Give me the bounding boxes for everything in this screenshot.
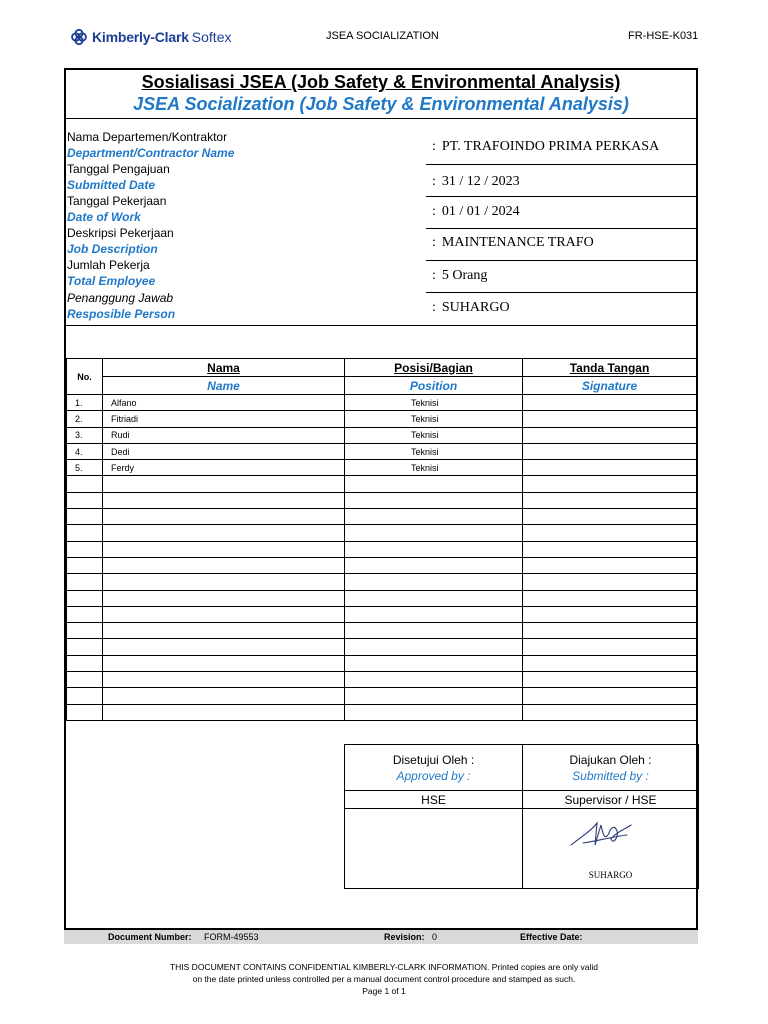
signature-cell[interactable] (523, 704, 697, 720)
empty-cell (67, 557, 103, 573)
row-number: 2. (67, 411, 103, 427)
info-value: : 5 Orang (432, 268, 488, 283)
empty-cell (103, 623, 345, 639)
empty-cell (345, 541, 523, 557)
revision-label: Revision: (384, 932, 425, 942)
divider (66, 325, 696, 326)
docnum-value: FORM-49553 (204, 932, 259, 942)
submitted-by-header: Diajukan Oleh : Submitted by : (523, 745, 699, 791)
empty-cell (345, 655, 523, 671)
submitted-role: Supervisor / HSE (523, 791, 699, 809)
empty-cell (345, 688, 523, 704)
row-number: 4. (67, 443, 103, 459)
info-value: : MAINTENANCE TRAFO (432, 235, 594, 250)
worker-position: Teknisi (345, 427, 523, 443)
empty-cell (345, 476, 523, 492)
form-title-id: Sosialisasi JSEA (Job Safety & Environmental Analysis) (141, 72, 621, 92)
info-label-id: Tanggal Pengajuan (67, 162, 170, 176)
approved-by-header: Disetujui Oleh : Approved by : (345, 745, 523, 791)
docnum-label: Document Number: (108, 932, 192, 942)
info-row-job-description (66, 226, 696, 258)
col-position-header: Posisi/Bagian (345, 359, 523, 377)
table-header-row-en (67, 377, 697, 395)
signature-cell[interactable] (523, 639, 697, 655)
empty-table-row (67, 574, 697, 590)
info-label-en: Total Employee (67, 274, 156, 288)
empty-cell (345, 606, 523, 622)
info-label-id: Nama Departemen/Kontraktor (67, 130, 228, 144)
info-label-id: Jumlah Pekerja (67, 258, 150, 272)
empty-cell (67, 476, 103, 492)
signature-cell[interactable] (523, 443, 697, 459)
empty-cell (103, 590, 345, 606)
kimberly-clark-emblem-icon (70, 28, 88, 46)
handwritten-signature (567, 815, 637, 855)
empty-cell (67, 704, 103, 720)
col-signature-header-en: Signature (523, 377, 697, 395)
empty-table-row (67, 704, 697, 720)
worker-name: Ferdy (103, 460, 345, 476)
empty-cell (67, 688, 103, 704)
empty-cell (103, 525, 345, 541)
empty-cell (67, 541, 103, 557)
empty-cell (345, 509, 523, 525)
info-label-id: Tanggal Pekerjaan (67, 194, 167, 208)
signature-cell[interactable] (523, 525, 697, 541)
empty-cell (103, 557, 345, 573)
empty-cell (103, 655, 345, 671)
signature-cell[interactable] (523, 688, 697, 704)
signature-cell[interactable] (523, 509, 697, 525)
revision-value: 0 (432, 932, 438, 942)
logo-brand-text: Kimberly-Clark (92, 29, 189, 45)
table-row (67, 427, 697, 443)
doc-header-code: FR-HSE-K031 (628, 30, 699, 42)
worker-position: Teknisi (345, 460, 523, 476)
empty-cell (67, 672, 103, 688)
info-row-department (66, 130, 696, 162)
personnel-table (66, 358, 697, 721)
empty-cell (67, 655, 103, 671)
form-frame (64, 68, 698, 930)
empty-cell (345, 492, 523, 508)
empty-cell (103, 541, 345, 557)
table-row (67, 395, 697, 411)
signature-cell[interactable] (523, 492, 697, 508)
empty-cell (345, 590, 523, 606)
table-row (67, 443, 697, 459)
empty-table-row (67, 509, 697, 525)
signature-cell[interactable] (523, 672, 697, 688)
empty-cell (67, 639, 103, 655)
doc-header-title: JSEA SOCIALIZATION (326, 30, 439, 42)
empty-cell (103, 639, 345, 655)
signature-cell[interactable] (523, 623, 697, 639)
worker-position: Teknisi (345, 411, 523, 427)
form-title-en: JSEA Socialization (Job Safety & Environmental Analysis) (133, 94, 629, 114)
company-logo (70, 28, 232, 46)
empty-table-row (67, 476, 697, 492)
col-name-header: Nama (103, 359, 345, 377)
empty-cell (103, 476, 345, 492)
info-row-work-date (66, 194, 696, 226)
table-row (67, 460, 697, 476)
info-label-en: Job Description (67, 242, 158, 256)
worker-name: Dedi (103, 443, 345, 459)
signature-cell[interactable] (523, 460, 697, 476)
empty-cell (345, 557, 523, 573)
signature-cell[interactable] (523, 655, 697, 671)
info-row-submitted-date (66, 162, 696, 194)
row-number: 5. (67, 460, 103, 476)
empty-cell (345, 672, 523, 688)
signature-cell[interactable] (523, 395, 697, 411)
empty-table-row (67, 655, 697, 671)
worker-position: Teknisi (345, 395, 523, 411)
info-value: : 31 / 12 / 2023 (432, 174, 520, 189)
info-label-en: Department/Contractor Name (67, 146, 235, 160)
info-label-en: Submitted Date (67, 178, 156, 192)
info-label-id: Penanggung Jawab (67, 291, 174, 305)
empty-cell (103, 688, 345, 704)
signature-cell[interactable] (523, 476, 697, 492)
info-label-en: Date of Work (67, 210, 141, 224)
empty-table-row (67, 688, 697, 704)
empty-cell (103, 492, 345, 508)
signature-cell[interactable] (523, 427, 697, 443)
empty-cell (345, 704, 523, 720)
disclaimer-line-1: THIS DOCUMENT CONTAINS CONFIDENTIAL KIMBERLY-CLARK INFORMATION. Printed copies are only valid (169, 962, 599, 972)
approved-signature-box[interactable] (345, 809, 523, 889)
empty-cell (67, 590, 103, 606)
empty-cell (67, 492, 103, 508)
divider (66, 118, 696, 119)
empty-table-row (67, 590, 697, 606)
signature-cell[interactable] (523, 606, 697, 622)
empty-cell (103, 606, 345, 622)
empty-cell (103, 704, 345, 720)
col-no-header: No. (67, 359, 103, 395)
info-row-total-employee (66, 258, 696, 290)
row-number: 3. (67, 427, 103, 443)
submitted-signature-box[interactable] (523, 809, 699, 889)
effective-date-label: Effective Date: (520, 932, 583, 942)
empty-table-row (67, 606, 697, 622)
empty-table-row (67, 492, 697, 508)
worker-name: Rudi (103, 427, 345, 443)
empty-table-row (67, 623, 697, 639)
empty-table-row (67, 672, 697, 688)
col-name-header-en: Name (103, 377, 345, 395)
empty-cell (67, 574, 103, 590)
disclaimer-line-2: on the date printed unless controlled per a manual document control procedure and stamped as such. (192, 974, 576, 984)
worker-name: Alfano (103, 395, 345, 411)
signer-name: SUHARGO (588, 870, 633, 880)
logo-sub-text: Softex (191, 29, 232, 45)
signature-cell[interactable] (523, 557, 697, 573)
table-row (67, 411, 697, 427)
worker-name: Fitriadi (103, 411, 345, 427)
empty-cell (67, 509, 103, 525)
empty-cell (345, 574, 523, 590)
info-value: : 01 / 01 / 2024 (432, 204, 520, 219)
document-header (0, 28, 768, 50)
info-row-responsible-person (66, 291, 696, 323)
approval-table (344, 744, 699, 889)
info-value: : SUHARGO (432, 300, 510, 315)
signature-cell[interactable] (523, 590, 697, 606)
table-header-row (67, 359, 697, 377)
empty-table-row (67, 525, 697, 541)
empty-cell (67, 623, 103, 639)
signature-cell[interactable] (523, 574, 697, 590)
signature-cell[interactable] (523, 411, 697, 427)
row-number: 1. (67, 395, 103, 411)
info-label-en: Resposible Person (67, 307, 176, 321)
col-position-header-en: Position (345, 377, 523, 395)
document-footer-bar (64, 930, 698, 944)
empty-cell (103, 509, 345, 525)
approved-role: HSE (345, 791, 523, 809)
info-value: : PT. TRAFOINDO PRIMA PERKASA (432, 139, 660, 154)
info-label-id: Deskripsi Pekerjaan (67, 226, 174, 240)
signature-cell[interactable] (523, 541, 697, 557)
empty-cell (345, 525, 523, 541)
empty-cell (67, 606, 103, 622)
empty-cell (103, 574, 345, 590)
empty-cell (67, 525, 103, 541)
col-signature-header: Tanda Tangan (523, 359, 697, 377)
empty-cell (345, 639, 523, 655)
worker-position: Teknisi (345, 443, 523, 459)
empty-cell (103, 672, 345, 688)
page-number: Page 1 of 1 (362, 986, 406, 996)
empty-table-row (67, 557, 697, 573)
empty-table-row (67, 639, 697, 655)
empty-cell (345, 623, 523, 639)
empty-table-row (67, 541, 697, 557)
